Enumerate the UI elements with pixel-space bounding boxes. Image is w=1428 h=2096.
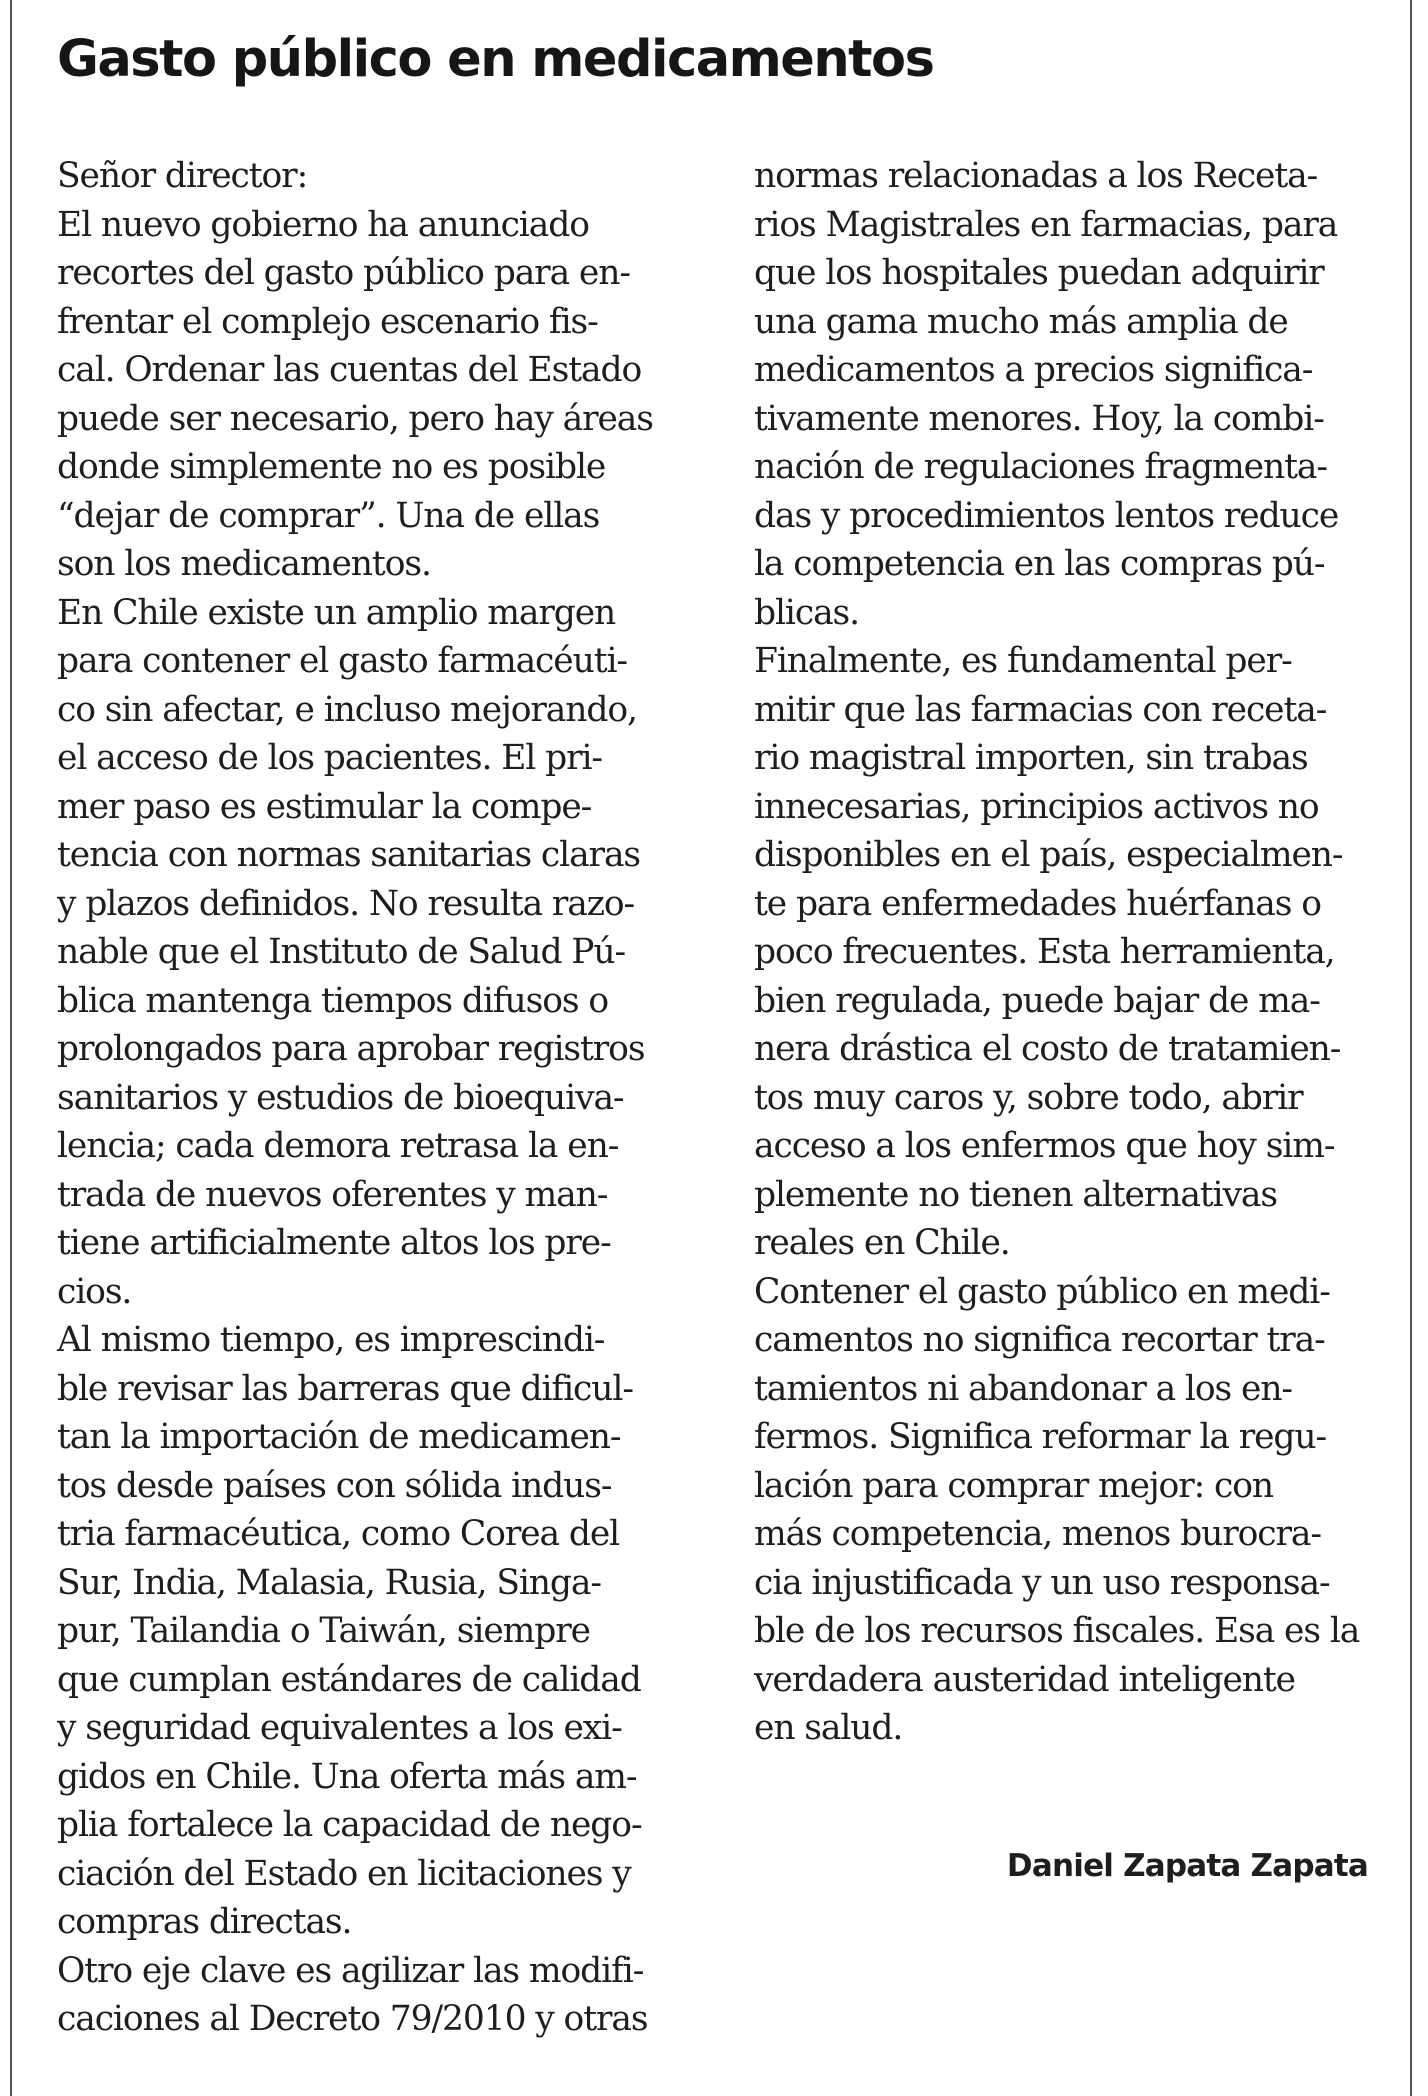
text-line: lación para comprar mejor: con: [754, 1465, 1274, 1506]
text-line: y seguridad equivalentes a los exi-: [57, 1708, 622, 1748]
text-line: cal. Ordenar las cuentas del Estado: [57, 350, 642, 390]
text-line: para contener el gasto farmacéuti-: [57, 641, 627, 681]
text-line: Al mismo tiempo, es imprescindi-: [57, 1320, 605, 1360]
text-line: medicamentos a precios significa-: [754, 350, 1313, 390]
text-line: ble revisar las barreras que dificul-: [57, 1368, 633, 1409]
text-line: que los hospitales puedan adquirir: [754, 253, 1324, 293]
text-line: tan la importación de medicamen-: [57, 1417, 621, 1457]
text-line: cios.: [57, 1271, 132, 1312]
text-line: mer paso es estimular la compe-: [57, 786, 592, 827]
text-line: caciones al Decreto 79/2010 y otras: [57, 1999, 648, 2039]
author-signature: Daniel Zapata Zapata: [1006, 1848, 1368, 1884]
right-column: [754, 152, 1359, 1753]
text-line: Señor director:: [57, 156, 308, 196]
left-column: [57, 152, 653, 2044]
text-line: cia injustificada y un uso responsa-: [754, 1562, 1330, 1603]
text-line: das y procedimientos lentos reduce: [754, 495, 1339, 536]
text-line: reales en Chile.: [754, 1223, 1010, 1263]
text-line: El nuevo gobierno ha anunciado: [57, 204, 589, 245]
text-line: frentar el complejo escenario fis-: [57, 301, 598, 342]
text-line: gidos en Chile. Una oferta más am-: [57, 1756, 637, 1797]
text-line: tos muy caros y, sobre todo, abrir: [754, 1077, 1303, 1118]
text-line: acceso a los enfermos que hoy sim-: [754, 1126, 1335, 1166]
text-line: en salud.: [754, 1708, 903, 1748]
text-line: tencia con normas sanitarias claras: [57, 835, 641, 875]
text-line: la competencia en las compras pú-: [754, 544, 1325, 584]
text-line: camentos no significa recortar tra-: [754, 1320, 1325, 1360]
text-line: poco frecuentes. Esta herramienta,: [754, 932, 1335, 972]
text-line: verdadera austeridad inteligente: [754, 1659, 1295, 1700]
text-line: bien regulada, puede bajar de ma-: [754, 980, 1320, 1021]
text-line: puede ser necesario, pero hay áreas: [57, 398, 653, 439]
text-line: ciación del Estado en licitaciones y: [57, 1853, 631, 1894]
text-line: tivamente menores. Hoy, la combi-: [754, 398, 1324, 439]
text-line: recortes del gasto público para en-: [57, 253, 630, 293]
text-line: disponibles en el país, especialmen-: [754, 835, 1343, 875]
text-line: ble de los recursos fiscales. Esa es la: [754, 1611, 1360, 1651]
text-line: plia fortalece la capacidad de nego-: [57, 1805, 642, 1845]
text-line: tria farmacéutica, como Corea del: [57, 1514, 620, 1554]
text-line: Finalmente, es fundamental per-: [754, 641, 1292, 681]
text-line: rios Magistrales en farmacias, para: [754, 204, 1338, 245]
text-line: fermos. Significa reformar la regu-: [754, 1417, 1327, 1457]
text-line: Sur, India, Malasia, Rusia, Singa-: [57, 1562, 601, 1603]
text-line: el acceso de los pacientes. El pri-: [57, 738, 602, 778]
text-line: sanitarios y estudios de bioequiva-: [57, 1077, 624, 1118]
text-line: prolongados para aprobar registros: [57, 1029, 645, 1069]
text-line: plemente no tienen alternativas: [754, 1174, 1277, 1215]
article-title: Gasto público en medicamentos: [57, 30, 934, 89]
text-line: lencia; cada demora retrasa la en-: [57, 1126, 619, 1166]
text-line: más competencia, menos burocra-: [754, 1514, 1321, 1554]
text-line: tiene artificialmente altos los pre-: [57, 1223, 611, 1263]
text-line: rio magistral importen, sin trabas: [754, 738, 1308, 778]
text-line: que cumplan estándares de calidad: [57, 1659, 641, 1700]
text-line: donde simplemente no es posible: [57, 447, 606, 487]
text-line: compras directas.: [57, 1902, 352, 1942]
text-line: mitir que las farmacias con receta-: [754, 689, 1327, 730]
text-line: “dejar de comprar”. Una de ellas: [57, 495, 600, 536]
text-line: innecesarias, principios activos no: [754, 786, 1319, 827]
text-line: pur, Tailandia o Taiwán, siempre: [57, 1611, 590, 1651]
text-line: nable que el Instituto de Salud Pú-: [57, 932, 626, 972]
text-line: una gama mucho más amplia de: [754, 301, 1288, 342]
text-line: tamientos ni abandonar a los en-: [754, 1368, 1292, 1409]
text-line: te para enfermedades huérfanas o: [754, 883, 1321, 924]
text-line: blicas.: [754, 592, 860, 633]
text-line: trada de nuevos oferentes y man-: [57, 1174, 608, 1215]
text-line: co sin afectar, e incluso mejorando,: [57, 689, 637, 730]
text-line: y plazos definidos. No resulta razo-: [57, 883, 635, 924]
text-line: En Chile existe un amplio margen: [57, 592, 616, 633]
text-line: nera drástica el costo de tratamien-: [754, 1029, 1341, 1069]
text-line: Contener el gasto público en medi-: [754, 1271, 1330, 1312]
text-line: blica mantenga tiempos difusos o: [57, 980, 609, 1021]
text-line: nación de regulaciones fragmenta-: [754, 447, 1327, 487]
text-line: tos desde países con sólida indus-: [57, 1465, 612, 1506]
text-line: Otro eje clave es agilizar las modifi-: [57, 1950, 644, 1991]
text-line: son los medicamentos.: [57, 544, 431, 584]
text-line: normas relacionadas a los Receta-: [754, 156, 1318, 196]
article-frame: [10, 0, 1412, 2096]
